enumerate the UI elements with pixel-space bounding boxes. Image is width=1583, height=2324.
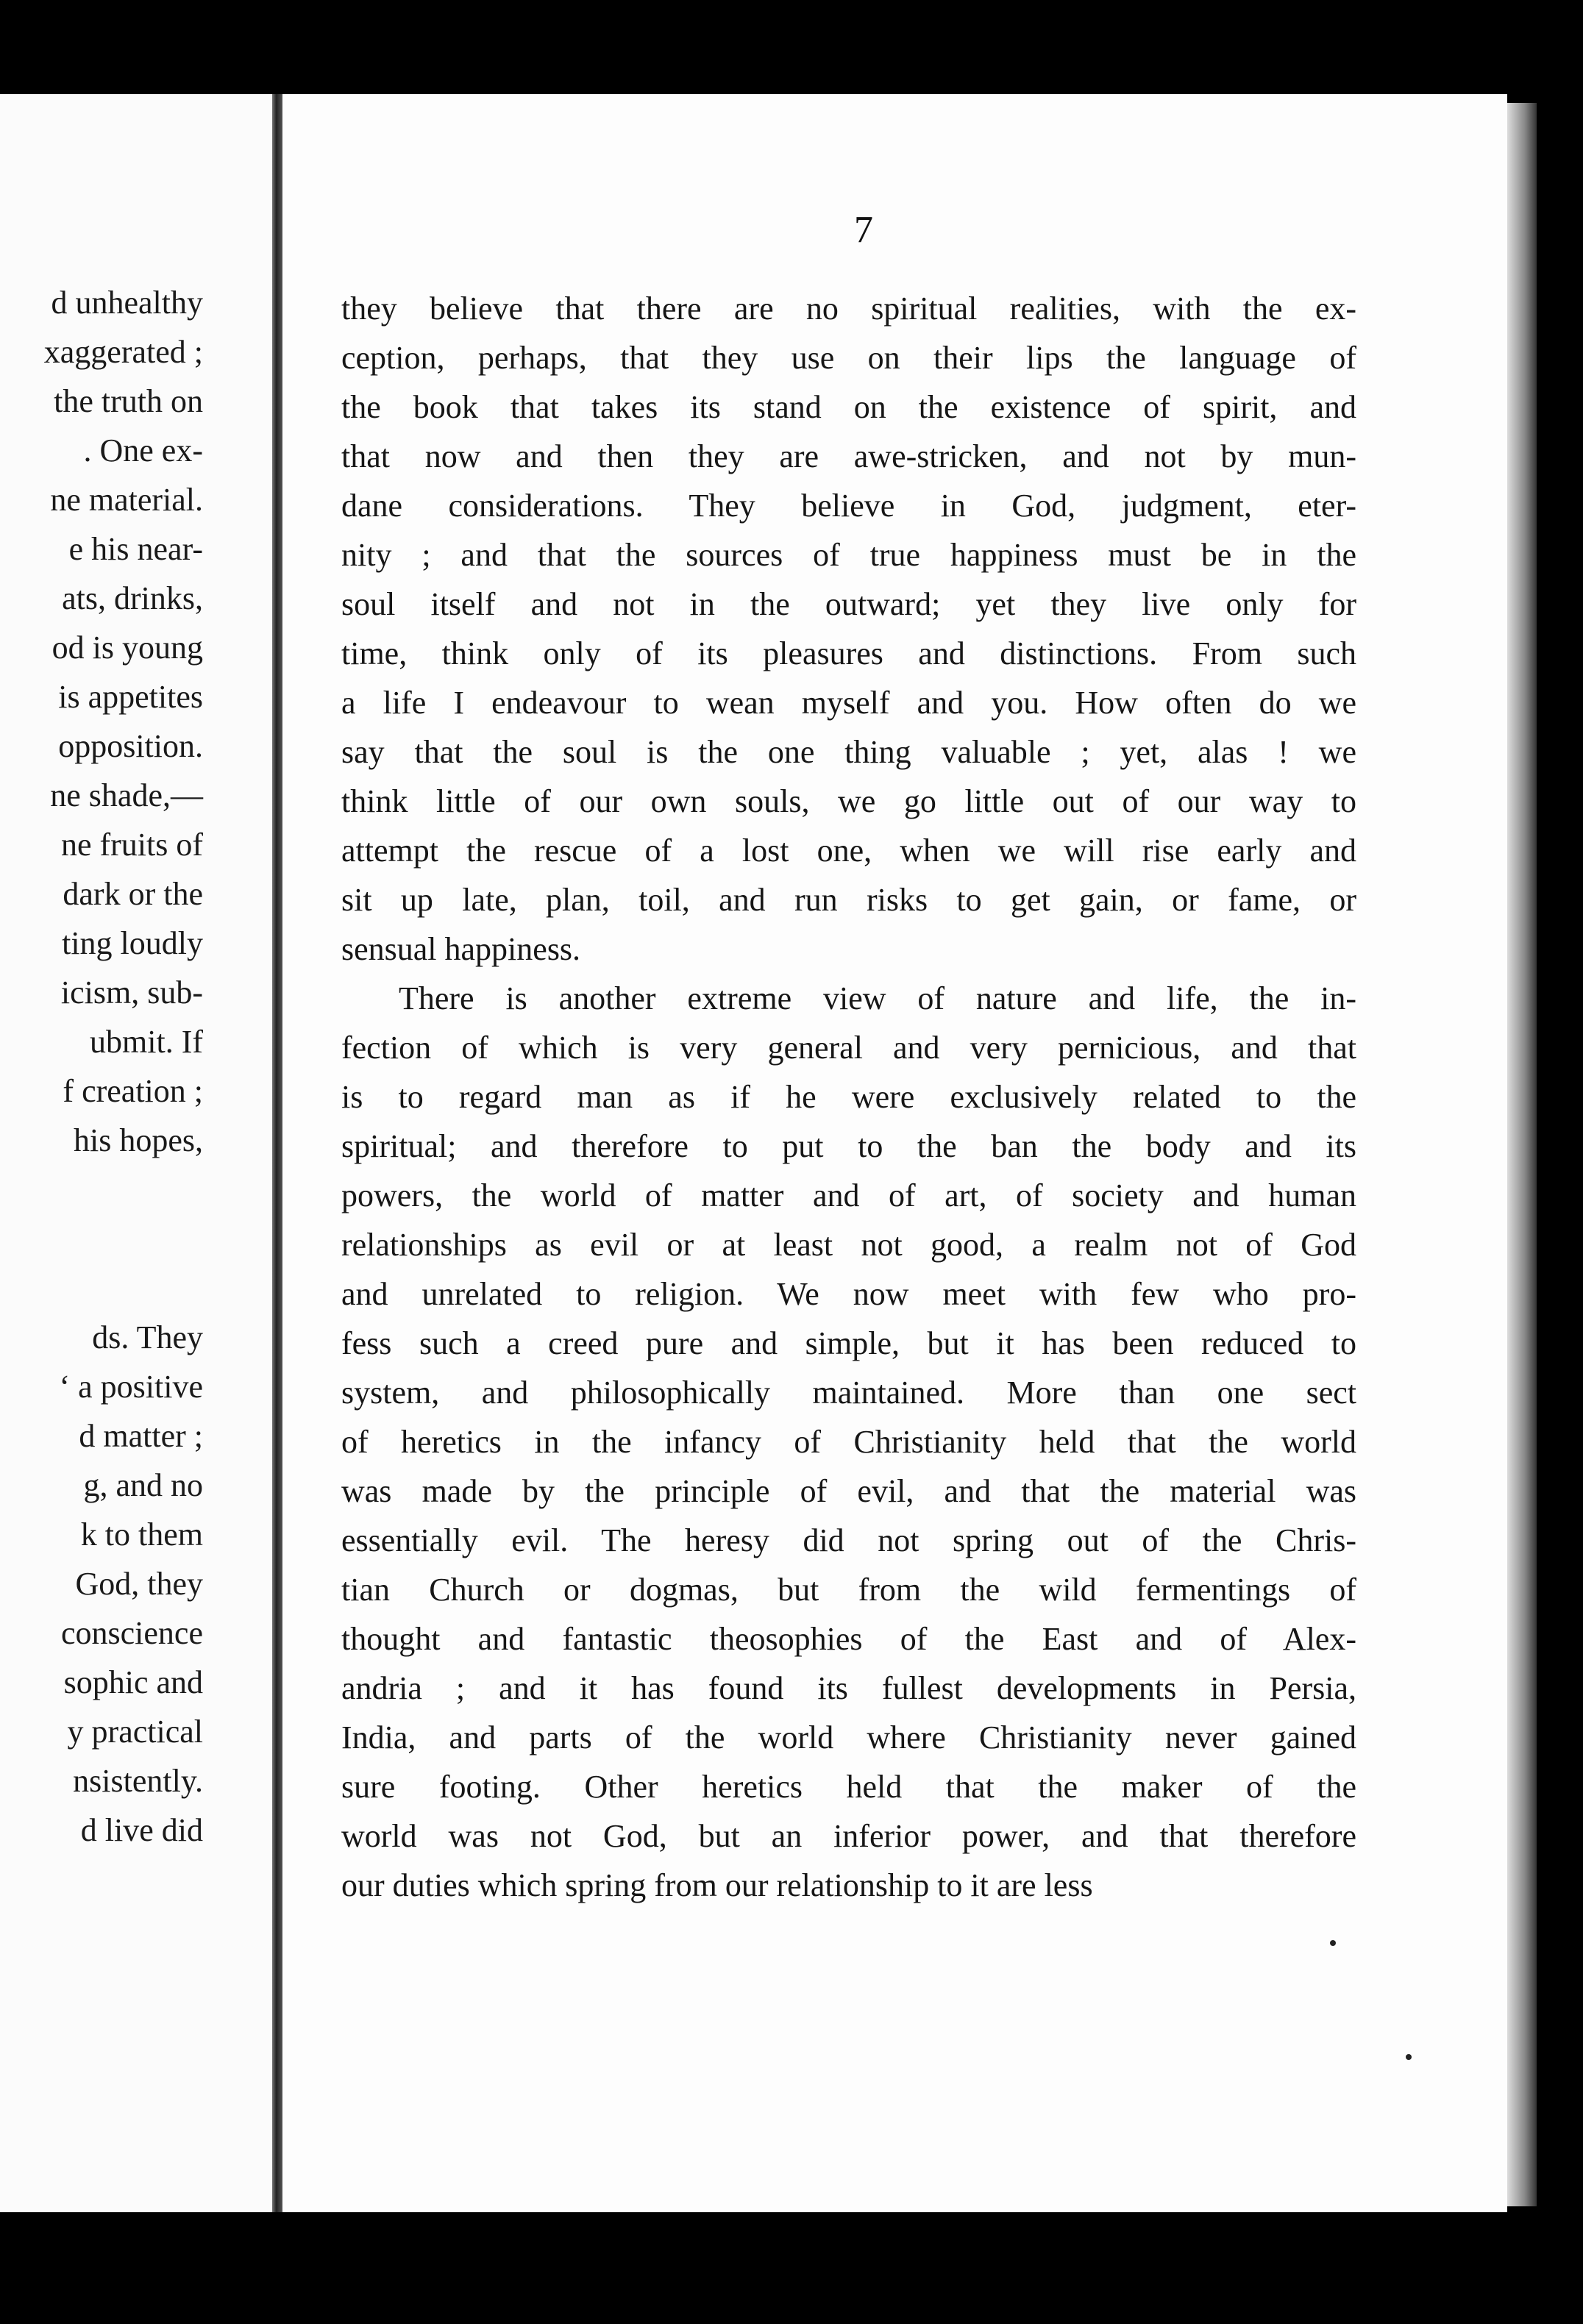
left-page-line: conscience	[61, 1615, 203, 1651]
text-line: dane considerations. They believe in God, judgment, eter-	[341, 488, 1356, 524]
text-line: system, and philosophically maintained. More than one sect	[341, 1375, 1356, 1411]
text-line: fection of which is very general and very pernicious, and that	[341, 1030, 1356, 1066]
left-page-line	[0, 1214, 203, 1263]
left-page-line: his hopes,	[74, 1122, 203, 1158]
left-page-text	[0, 278, 203, 1855]
text-line: ception, perhaps, that they use on their lips the language of	[341, 340, 1356, 376]
text-line: tian Church or dogmas, but from the wild fermentings of	[341, 1572, 1356, 1608]
left-page-line: g, and no	[83, 1467, 203, 1503]
left-page-line: dark or the	[63, 876, 203, 912]
text-line: think little of our own souls, we go little out of our way to	[341, 783, 1356, 819]
text-line: India, and parts of the world where Christianity never gained	[341, 1719, 1356, 1756]
left-page-line: ne fruits of	[60, 827, 203, 863]
left-page-line: d matter ;	[79, 1418, 203, 1454]
text-line: essentially evil. The heresy did not spring out of the Chris-	[341, 1522, 1356, 1558]
text-line: attempt the rescue of a lost one, when we will rise early and	[341, 833, 1356, 869]
text-line: time, think only of its pleasures and distinctions. From such	[341, 635, 1356, 671]
text-line: sit up late, plan, toil, and run risks to get gain, or fame, or	[341, 882, 1356, 918]
text-line: andria ; and it has found its fullest developments in Persia,	[341, 1670, 1356, 1706]
left-page-line: God, they	[75, 1566, 203, 1602]
text-line: was made by the principle of evil, and that the material was	[341, 1473, 1356, 1509]
left-page-line: ne material.	[50, 482, 203, 518]
left-page-line: nsistently.	[73, 1763, 203, 1799]
left-page-line: e his near-	[68, 531, 203, 567]
left-page-line: k to them	[80, 1516, 203, 1553]
left-page-line: ting loudly	[62, 925, 203, 961]
left-page-line: the truth on	[54, 383, 203, 419]
speck	[1406, 2054, 1412, 2060]
left-page-line: od is young	[51, 630, 203, 666]
text-line: a life I endeavour to wean myself and you. How often do we	[341, 685, 1356, 721]
text-line: they believe that there are no spiritual realities, with the ex-	[341, 290, 1356, 327]
text-line: sure footing. Other heretics held that the maker of the	[341, 1769, 1356, 1805]
left-page-line: is appetites	[58, 679, 203, 715]
left-page-line: ne shade,—	[50, 777, 203, 813]
text-line: powers, the world of matter and of art, of society and human	[341, 1177, 1356, 1213]
text-line: thought and fantastic theosophies of the East and of Alex-	[341, 1621, 1356, 1657]
body-text	[341, 284, 1356, 1910]
text-line: There is another extreme view of nature and life, the in-	[399, 980, 1356, 1016]
left-page-line: y practical	[67, 1714, 203, 1750]
text-line: of heretics in the infancy of Christianity held that the world	[341, 1424, 1356, 1460]
text-line: relationships as evil or at least not good, a realm not of God	[341, 1227, 1356, 1263]
left-page-line: f creation ;	[63, 1073, 203, 1109]
speck	[1330, 1940, 1336, 1946]
book-gutter	[272, 94, 282, 2212]
left-page-line: ubmit. If	[90, 1024, 203, 1060]
page-edge	[1507, 103, 1537, 2206]
text-line: say that the soul is the one thing valuable ; yet, alas ! we	[341, 734, 1356, 770]
left-page-line: opposition.	[58, 728, 203, 764]
page-number: 7	[854, 209, 873, 251]
left-page-line: ‘ a positive	[59, 1369, 203, 1405]
text-line: soul itself and not in the outward; yet they live only for	[341, 586, 1356, 622]
right-page	[282, 94, 1507, 2212]
left-page-line: . One ex-	[83, 432, 203, 468]
left-page-line: d unhealthy	[51, 285, 203, 321]
text-line: fess such a creed pure and simple, but it has been reduced to	[341, 1325, 1356, 1361]
left-page-line: ats, drinks,	[62, 580, 203, 616]
left-page-line: ds. They	[92, 1319, 203, 1355]
text-line: world was not God, but an inferior power, and that therefore	[341, 1818, 1356, 1854]
left-page-line: xaggerated ;	[43, 334, 203, 370]
text-line: that now and then they are awe-stricken, and not by mun-	[341, 438, 1356, 474]
text-line: the book that takes its stand on the existence of spirit, and	[341, 389, 1356, 425]
left-page-line	[0, 1263, 203, 1313]
text-line: is to regard man as if he were exclusively related to the	[341, 1079, 1356, 1115]
text-line: nity ; and that the sources of true happiness must be in the	[341, 537, 1356, 573]
left-page-line: icism, sub-	[60, 974, 203, 1010]
left-page	[0, 94, 272, 2212]
text-line: our duties which spring from our relationship to it are less	[341, 1867, 1093, 1903]
left-page-line	[0, 1165, 203, 1214]
left-page-line: d live did	[80, 1812, 203, 1848]
text-line: spiritual; and therefore to put to the ban the body and its	[341, 1128, 1356, 1164]
text-line: sensual happiness.	[341, 931, 581, 967]
left-page-line: sophic and	[63, 1664, 203, 1700]
text-line: and unrelated to religion. We now meet with few who pro-	[341, 1276, 1356, 1312]
